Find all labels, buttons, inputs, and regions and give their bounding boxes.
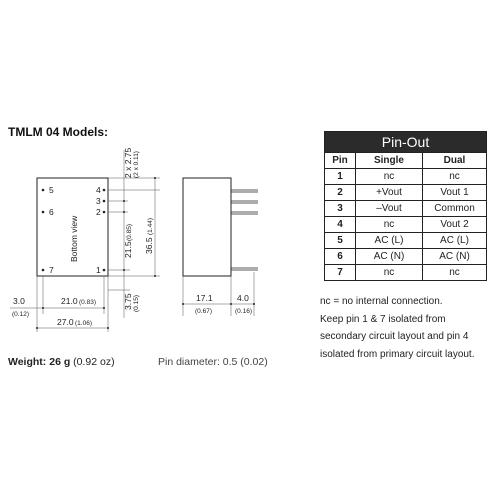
dim-pin-span: 21.5 [123, 241, 133, 258]
pin-1-dot [103, 269, 106, 272]
pin-5-dot [42, 189, 45, 192]
pin-3-label: 3 [96, 196, 101, 206]
pin-4-dot [103, 189, 106, 192]
pin-1-label: 1 [96, 265, 101, 275]
models-heading: TMLM 04 Models: [8, 125, 109, 139]
table-row [325, 249, 487, 265]
side-view-outline [183, 178, 231, 276]
col-header-dual: Dual [423, 153, 487, 169]
dim-depth: 17.1 [196, 293, 213, 303]
pin-single: AC (L) [356, 233, 423, 249]
pinout-table [324, 131, 487, 281]
dim-bottom-offset-in: (0.15) [133, 295, 140, 312]
dim-depth-in: (0.67) [195, 308, 212, 315]
pin-7-label: 7 [49, 265, 54, 275]
table-row [325, 217, 487, 233]
dim-pin-length-in: (0.16) [235, 308, 252, 315]
dim-left-offset: 3.0 [13, 296, 25, 306]
pin-dual: Vout 1 [423, 185, 487, 201]
dim-pin-row: 21.0 [61, 296, 78, 306]
weight-alt: (0.92 oz) [73, 356, 115, 368]
table-row [325, 169, 487, 185]
pin-number: 6 [325, 249, 356, 265]
pin-diameter-spec: Pin diameter: 0.5 (0.02) [158, 356, 268, 368]
col-header-single: Single [356, 153, 423, 169]
pin-number: 2 [325, 185, 356, 201]
pinout-notes [320, 293, 498, 363]
dim-pin-pitch: 2 x 2.75 [123, 147, 133, 178]
weight-label: Weight: [8, 356, 47, 368]
dim-height: 36.5 [144, 237, 154, 254]
pin-single: AC (N) [356, 249, 423, 265]
dim-pin-length: 4.0 [237, 293, 249, 303]
pin-number: 5 [325, 233, 356, 249]
weight-spec [8, 356, 115, 368]
dim-pin-pitch-in: (2 x 0.11) [133, 151, 140, 178]
dim-pin-span-in: (0.85) [126, 224, 133, 241]
pin-6-label: 6 [49, 207, 54, 217]
dim-left-offset-in: (0.12) [12, 311, 29, 318]
pin-number: 7 [325, 265, 356, 281]
dim-pin-row-in: (0.83) [79, 299, 96, 306]
dim-height-in: (1.44) [147, 218, 154, 235]
note-line: secondary circuit layout and pin 4 [320, 331, 469, 342]
note-line: isolated from primary circuit layout. [320, 348, 475, 360]
table-row [325, 265, 487, 281]
pin-number: 3 [325, 201, 356, 217]
note-line: Keep pin 1 & 7 isolated from [320, 313, 446, 325]
pinout-title: Pin-Out [325, 132, 487, 153]
pin-dual: AC (L) [423, 233, 487, 249]
pin-number: 1 [325, 169, 356, 185]
pin-number: 4 [325, 217, 356, 233]
pin-single: +Vout [356, 185, 423, 201]
pin-5-label: 5 [49, 185, 54, 195]
pin-4-label: 4 [96, 185, 101, 195]
pin-3-dot [103, 200, 106, 203]
pin-single: nc [356, 169, 423, 185]
bottom-view-label: Bottom view [69, 215, 79, 262]
pin-dual: Vout 2 [423, 217, 487, 233]
pin-dual: nc [423, 265, 487, 281]
pin-dual: AC (N) [423, 249, 487, 265]
table-row [325, 233, 487, 249]
pin-single: nc [356, 265, 423, 281]
pin-7-dot [42, 269, 45, 272]
dim-width: 27.0 [57, 317, 74, 327]
pin-dual: nc [423, 169, 487, 185]
pin-single: –Vout [356, 201, 423, 217]
note-line: nc = no internal connection. [320, 296, 443, 307]
dim-width-in: (1.06) [75, 320, 92, 327]
pin-single: nc [356, 217, 423, 233]
col-header-pin: Pin [325, 153, 356, 169]
pin-6-dot [42, 211, 45, 214]
pin-2-dot [103, 211, 106, 214]
dim-bottom-offset: 3.75 [123, 293, 133, 310]
weight-value: 26 g [49, 356, 71, 368]
side-view-pins [231, 190, 258, 270]
pin-dual: Common [423, 201, 487, 217]
table-row [325, 185, 487, 201]
table-row [325, 201, 487, 217]
pin-2-label: 2 [96, 207, 101, 217]
